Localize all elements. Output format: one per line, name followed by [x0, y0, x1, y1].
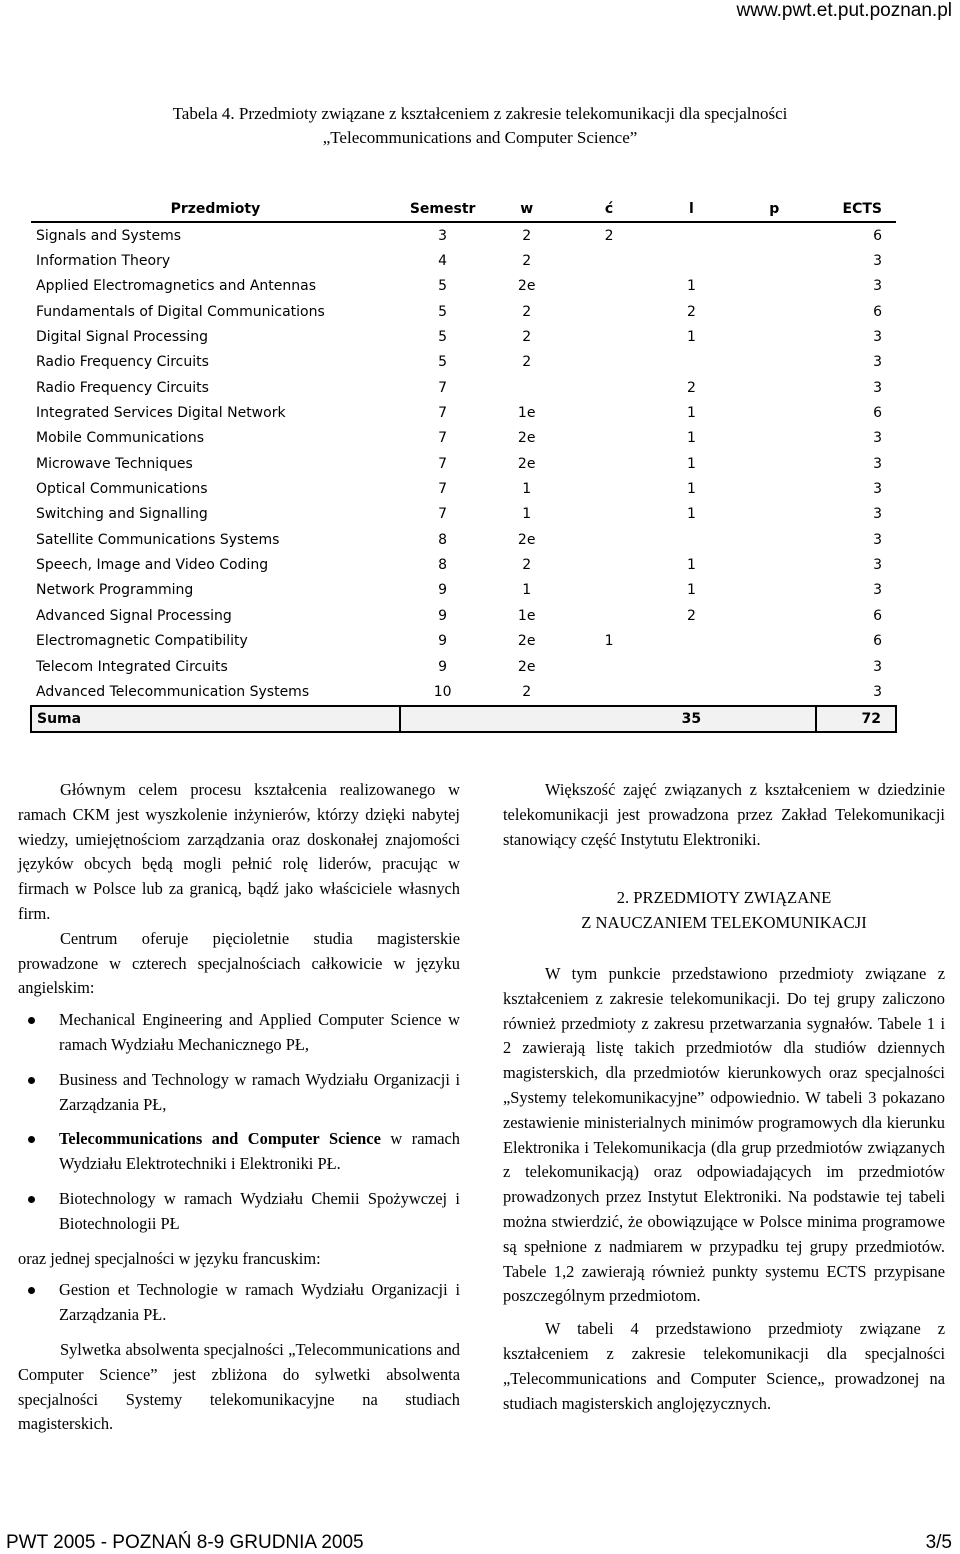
- bullet-icon: [28, 1017, 35, 1024]
- bullet-icon: [28, 1196, 35, 1203]
- footer-conference: PWT 2005 - POZNAŃ 8-9 GRUDNIA 2005: [6, 1532, 364, 1553]
- w-cell: 1: [522, 506, 532, 523]
- w-cell: 2e: [517, 455, 536, 472]
- semester-cell: 7: [438, 430, 448, 447]
- list-item: [18, 1127, 460, 1177]
- table-row: [31, 451, 896, 476]
- table-row: [31, 527, 896, 552]
- c-cell: [568, 400, 650, 425]
- p-cell: [733, 222, 816, 248]
- c-cell: [568, 578, 650, 603]
- subject-name: Advanced Telecommunication Systems: [36, 683, 310, 700]
- header-przedmioty: Przedmioty: [31, 196, 400, 222]
- l-cell: [650, 629, 733, 654]
- l-cell: 1: [686, 481, 696, 498]
- ects-cell: 3: [873, 354, 882, 371]
- c-cell: [568, 654, 650, 679]
- list-item-text: Gestion et Technologie w ramach Wydziału Organizacji i Zarządzania PŁ.: [59, 1280, 460, 1325]
- ects-cell: 6: [873, 607, 882, 624]
- p-cell: [733, 324, 816, 349]
- l-cell: 2: [686, 607, 696, 624]
- p-cell: [733, 679, 816, 705]
- w-cell: 2e: [517, 658, 536, 675]
- semester-cell: 8: [438, 557, 448, 574]
- l-cell: [650, 654, 733, 679]
- ects-cell: 3: [873, 379, 882, 396]
- section-heading-line1: 2. PRZEDMIOTY ZWIĄZANE: [616, 888, 832, 908]
- header-w: w: [485, 196, 568, 222]
- semester-cell: 7: [438, 455, 448, 472]
- header-p: p: [733, 196, 816, 222]
- c-cell: [568, 274, 650, 299]
- right-paragraph-1: Większość zajęć związanych z kształceniem w dziedzinie telekomunikacji jest prowadzona przez Zakład Telekomunikacji stanowiący część Instytutu Elektroniki.: [503, 780, 945, 849]
- subject-name: Applied Electromagnetics and Antennas: [36, 278, 316, 295]
- right-paragraph-3: W tabeli 4 przedstawiono przedmioty związane z kształceniem z zakresie telekomunikacji dla specjalności „Telecommunications and Computer Science„ prowadzonej na studiach magisterskich anglojęzycznych.: [503, 1319, 945, 1413]
- subject-name: Network Programming: [36, 582, 194, 599]
- subject-name: Advanced Signal Processing: [36, 607, 232, 624]
- subject-name: Information Theory: [36, 253, 171, 270]
- specializations-list: [18, 1008, 460, 1236]
- subject-name: Switching and Signalling: [36, 506, 208, 523]
- w-cell: 2: [522, 303, 532, 320]
- c-cell: [568, 299, 650, 324]
- ects-cell: 3: [873, 278, 882, 295]
- p-cell: [733, 375, 816, 400]
- ects-cell: 6: [873, 227, 882, 244]
- semester-cell: 3: [438, 227, 448, 244]
- l-cell: [650, 222, 733, 248]
- subject-name: Digital Signal Processing: [36, 329, 209, 346]
- ects-cell: 3: [873, 430, 882, 447]
- left-column: [18, 778, 460, 1437]
- table-row: [31, 476, 896, 501]
- table-row: [31, 375, 896, 400]
- table-row: [31, 629, 896, 654]
- l-cell: 1: [686, 405, 696, 422]
- semester-cell: 9: [438, 658, 448, 675]
- c-cell: [568, 552, 650, 577]
- subject-name: Telecom Integrated Circuits: [36, 658, 228, 675]
- semester-cell: 5: [438, 303, 448, 320]
- p-cell: [733, 476, 816, 501]
- subject-name: Radio Frequency Circuits: [36, 354, 209, 371]
- c-cell: [568, 476, 650, 501]
- semester-cell: 5: [438, 329, 448, 346]
- list-item-text: Biotechnology w ramach Wydziału Chemii Spożywczej i Biotechnologii PŁ: [59, 1188, 460, 1233]
- p-cell: [733, 629, 816, 654]
- list-item-text: Business and Technology w ramach Wydziału Organizacji i Zarządzania PŁ,: [59, 1069, 460, 1114]
- ects-cell: 3: [873, 582, 882, 599]
- l-cell: [650, 527, 733, 552]
- c-cell: [568, 527, 650, 552]
- right-paragraph-2: W tym punkcie przedstawiono przedmioty związane z kształceniem z zakresie telekomunikacji. Do tej grupy zaliczono również przedmioty z zakresu przetwarzania sygnałów. Tabele 1 i 2 zawierają listę takich przedmiotów dla studiów dziennych magisterskich, dla przedmiotów kierunkowych oraz specjalności „Systemy telekomunikacyjne” odpowiednio. W tabeli 3 pokazano zestawienie ministerialnych minimów programowych dla kierunku Elektronika i Telekomunikacja (dla grup przedmiotów związanych z telekomunikacją) oraz odpowiadających im przedmiotów prowadzonych przez Instytut Elektroniki. Na podstawie tej tabeli można stwierdzić, że obowiązujące w Polsce minima programowe są spełnione z nadmiarem w przypadku tej grupy przedmiotów. Tabele 1,2 zawierają również punkty systemu ECTS przypisane poszczególnym przedmiotom.: [503, 963, 945, 1306]
- list-item: [18, 1068, 460, 1118]
- left-paragraph-4: Sylwetka absolwenta specjalności „Telecommunications and Computer Science” jest zbliżona do sylwetki absolwenta specjalności Systemy telekomunikacyjne na studiach magisterskich.: [18, 1339, 460, 1434]
- ects-cell: 3: [873, 506, 882, 523]
- l-cell: 1: [686, 455, 696, 472]
- ects-cell: 3: [873, 531, 882, 548]
- c-cell: 1: [604, 633, 614, 650]
- list-item-bold: Telecommunications and Computer Science: [59, 1129, 381, 1149]
- footer-page-number: 3/5: [925, 1532, 952, 1553]
- site-url: www.pwt.et.put.poznan.pl: [736, 0, 952, 21]
- list-item: [18, 1187, 460, 1237]
- semester-cell: 7: [438, 481, 448, 498]
- table-row: [31, 426, 896, 451]
- c-cell: [568, 350, 650, 375]
- ects-cell: 6: [873, 303, 882, 320]
- subject-name: Radio Frequency Circuits: [36, 379, 209, 396]
- right-column: [503, 778, 945, 1416]
- l-cell: [650, 350, 733, 375]
- semester-cell: 5: [438, 354, 448, 371]
- semester-cell: 5: [438, 278, 448, 295]
- w-cell: 2e: [517, 278, 536, 295]
- subject-name: Integrated Services Digital Network: [36, 405, 286, 422]
- ects-cell: 3: [873, 329, 882, 346]
- semester-cell: 8: [438, 531, 448, 548]
- table-row: [31, 350, 896, 375]
- c-cell: [568, 502, 650, 527]
- c-cell: [568, 426, 650, 451]
- l-cell: 2: [686, 303, 696, 320]
- w-cell: 2: [522, 253, 532, 270]
- table-row: [31, 679, 896, 705]
- c-cell: [568, 603, 650, 628]
- table-caption: [0, 102, 960, 150]
- w-cell: [485, 375, 568, 400]
- w-cell: 2e: [517, 430, 536, 447]
- subject-name: Satellite Communications Systems: [36, 531, 280, 548]
- header-c: ć: [568, 196, 650, 222]
- c-cell: [568, 248, 650, 273]
- section-heading-line2: Z NAUCZANIEM TELEKOMUNIKACJI: [581, 913, 867, 933]
- semester-cell: 7: [438, 506, 448, 523]
- french-specialization-list: [18, 1278, 460, 1328]
- l-cell: 1: [686, 430, 696, 447]
- table-caption-line1: Tabela 4. Przedmioty związane z kształceniem z zakresie telekomunikacji dla specjalności: [172, 104, 788, 123]
- list-item-text: w ramach Wydziału Elektrotechniki i Elektroniki PŁ.: [59, 1129, 460, 1174]
- w-cell: 1e: [517, 405, 536, 422]
- ects-cell: 6: [873, 633, 882, 650]
- sum-label: Suma: [31, 706, 400, 732]
- w-cell: 2: [522, 354, 532, 371]
- ects-cell: 3: [873, 481, 882, 498]
- table-row: [31, 222, 896, 248]
- sum-ects: 72: [816, 706, 896, 732]
- w-cell: 1e: [517, 607, 536, 624]
- bullet-icon: [28, 1077, 35, 1084]
- section-heading: [503, 886, 945, 936]
- w-cell: 2: [522, 557, 532, 574]
- header-l: l: [650, 196, 733, 222]
- ects-cell: 3: [873, 455, 882, 472]
- sum-hours: 35: [650, 706, 733, 732]
- sum-row: [31, 706, 896, 732]
- semester-cell: 9: [438, 633, 448, 650]
- p-cell: [733, 350, 816, 375]
- c-cell: [568, 324, 650, 349]
- l-cell: 2: [686, 379, 696, 396]
- table-row: [31, 299, 896, 324]
- w-cell: 2e: [517, 633, 536, 650]
- semester-cell: 9: [438, 607, 448, 624]
- p-cell: [733, 527, 816, 552]
- l-cell: 1: [686, 506, 696, 523]
- p-cell: [733, 426, 816, 451]
- l-cell: 1: [686, 278, 696, 295]
- w-cell: 2: [522, 329, 532, 346]
- table-row: [31, 578, 896, 603]
- table-caption-line2: „Telecommunications and Computer Science”: [322, 128, 638, 147]
- semester-cell: 7: [438, 379, 448, 396]
- p-cell: [733, 578, 816, 603]
- w-cell: 1: [522, 481, 532, 498]
- l-cell: 1: [686, 582, 696, 599]
- subject-name: Signals and Systems: [36, 227, 182, 244]
- list-item-text: Mechanical Engineering and Applied Computer Science w ramach Wydziału Mechanicznego PŁ,: [59, 1010, 460, 1054]
- ects-cell: 6: [873, 405, 882, 422]
- w-cell: 2: [522, 227, 532, 244]
- semester-cell: 10: [433, 683, 452, 700]
- list-item: [18, 1008, 460, 1058]
- w-cell: 1: [522, 582, 532, 599]
- l-cell: 1: [686, 329, 696, 346]
- ects-cell: 3: [873, 658, 882, 675]
- semester-cell: 4: [438, 253, 448, 270]
- semester-cell: 7: [438, 405, 448, 422]
- table-row: [31, 400, 896, 425]
- w-cell: 2e: [517, 531, 536, 548]
- table-row: [31, 324, 896, 349]
- subjects-table: [30, 196, 897, 733]
- p-cell: [733, 654, 816, 679]
- subject-name: Fundamentals of Digital Communications: [36, 303, 325, 320]
- subject-name: Speech, Image and Video Coding: [36, 557, 269, 574]
- table-row: [31, 274, 896, 299]
- c-cell: [568, 375, 650, 400]
- c-cell: [568, 451, 650, 476]
- p-cell: [733, 299, 816, 324]
- p-cell: [733, 451, 816, 476]
- table-row: [31, 603, 896, 628]
- l-cell: [650, 679, 733, 705]
- p-cell: [733, 502, 816, 527]
- table-row: [31, 248, 896, 273]
- p-cell: [733, 400, 816, 425]
- bullet-icon: [28, 1136, 35, 1143]
- semester-cell: 9: [438, 582, 448, 599]
- table-row: [31, 654, 896, 679]
- table-row: [31, 502, 896, 527]
- left-paragraph-1: Głównym celem procesu kształcenia realizowanego w ramach CKM jest wyszkolenie inżynierów, którzy dzięki nabytej wiedzy, umiejętnościom zarządzania oraz doskonałej znajomości języków obcych będą mogli pełnić rolę liderów, pracując w firmach w Polsce lub za granicą, bądź jako właściciele własnych firm.: [18, 780, 460, 923]
- ects-cell: 3: [873, 253, 882, 270]
- header-semestr: Semestr: [400, 196, 486, 222]
- subject-name: Microwave Techniques: [36, 455, 193, 472]
- w-cell: 2: [522, 683, 532, 700]
- c-cell: 2: [604, 227, 614, 244]
- table-body: [31, 222, 896, 706]
- p-cell: [733, 248, 816, 273]
- header-ects: ECTS: [816, 196, 896, 222]
- bullet-icon: [28, 1287, 35, 1294]
- ects-cell: 3: [873, 683, 882, 700]
- p-cell: [733, 274, 816, 299]
- subject-name: Optical Communications: [36, 481, 208, 498]
- subject-name: Electromagnetic Compatibility: [36, 633, 248, 650]
- l-cell: 1: [686, 557, 696, 574]
- left-paragraph-3: oraz jednej specjalności w języku francuskim:: [18, 1248, 321, 1268]
- p-cell: [733, 603, 816, 628]
- ects-cell: 3: [873, 557, 882, 574]
- c-cell: [568, 679, 650, 705]
- l-cell: [650, 248, 733, 273]
- table-row: [31, 552, 896, 577]
- list-item: [18, 1278, 460, 1328]
- subject-name: Mobile Communications: [36, 430, 205, 447]
- p-cell: [733, 552, 816, 577]
- left-paragraph-2: Centrum oferuje pięcioletnie studia magisterskie prowadzone w czterech specjalnościach całkowicie w języku angielskim:: [18, 928, 460, 998]
- table-header-row: [31, 196, 896, 222]
